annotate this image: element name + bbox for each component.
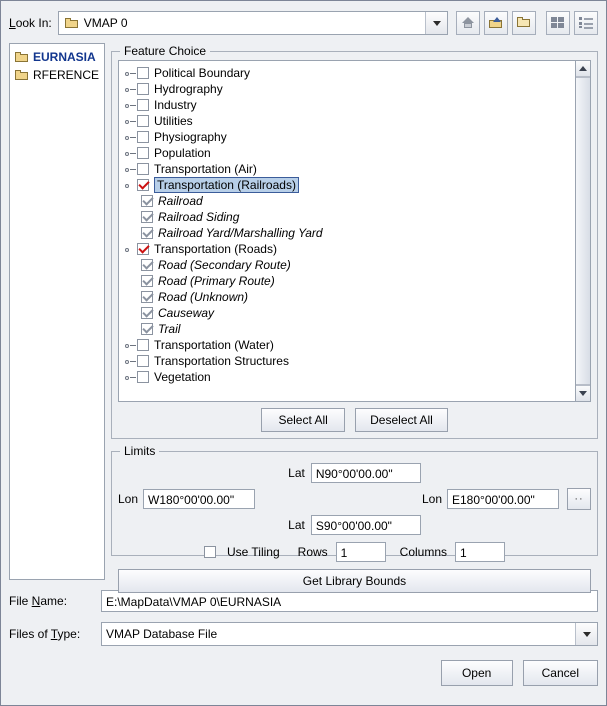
- east-lon-input[interactable]: E180°00'00.00": [447, 489, 559, 509]
- files-of-type-row: [9, 622, 598, 646]
- feature-tree[interactable]: [118, 60, 576, 402]
- files-of-type-label: Files of Type:: [9, 627, 81, 641]
- dialog-body: [9, 43, 598, 588]
- tree-node[interactable]: [119, 97, 575, 113]
- deselect-all-button[interactable]: Deselect All: [355, 408, 448, 432]
- limits-legend: Limits: [120, 444, 159, 458]
- tree-node-label: Causeway: [158, 306, 215, 320]
- new-folder-icon: [517, 17, 531, 29]
- tree-node[interactable]: [119, 257, 575, 273]
- collapse-handle-icon[interactable]: [123, 181, 137, 190]
- tree-node-label: Political Boundary: [154, 66, 251, 80]
- checkbox-checked[interactable]: [141, 227, 153, 239]
- tree-node-label: Transportation (Railroads): [154, 177, 299, 193]
- checkbox-checked[interactable]: [137, 243, 149, 255]
- expand-handle-icon[interactable]: [123, 357, 137, 366]
- rows-input[interactable]: 1: [336, 542, 386, 562]
- use-tiling-label: Use Tiling: [226, 545, 280, 559]
- select-all-button[interactable]: Select All: [261, 408, 345, 432]
- list-item[interactable]: [12, 48, 102, 66]
- tree-node[interactable]: [119, 353, 575, 369]
- tree-node-label: Population: [154, 146, 211, 160]
- folder-icon: [15, 52, 29, 63]
- tree-node-label: Railroad: [158, 194, 203, 208]
- expand-handle-icon[interactable]: [123, 373, 137, 382]
- checkbox-checked[interactable]: [141, 195, 153, 207]
- look-in-combo[interactable]: [58, 11, 448, 35]
- tree-node[interactable]: [119, 273, 575, 289]
- folder-icon: [65, 18, 79, 29]
- toolbar: [456, 11, 598, 35]
- expand-handle-icon[interactable]: [123, 341, 137, 350]
- lon-row: [118, 487, 591, 511]
- get-library-bounds-button[interactable]: Get Library Bounds: [118, 569, 591, 593]
- file-name-row: [9, 590, 598, 612]
- cancel-button[interactable]: Cancel: [523, 660, 598, 686]
- tree-node[interactable]: [119, 129, 575, 145]
- tree-node[interactable]: [119, 193, 575, 209]
- checkbox-checked[interactable]: [141, 211, 153, 223]
- list-view-icon: [579, 17, 593, 29]
- scrollbar-thumb[interactable]: [576, 77, 590, 385]
- scroll-down-icon[interactable]: [576, 385, 590, 401]
- files-of-type-value: VMAP Database File: [106, 627, 218, 641]
- open-button[interactable]: Open: [441, 660, 513, 686]
- tree-node-label: Transportation (Air): [154, 162, 257, 176]
- tree-node[interactable]: [119, 321, 575, 337]
- use-tiling-checkbox[interactable]: [204, 546, 216, 558]
- checkbox-checked[interactable]: [141, 275, 153, 287]
- tree-vertical-scrollbar[interactable]: [576, 60, 591, 402]
- list-item-label: EURNASIA: [33, 50, 96, 64]
- south-lat-label: Lat: [288, 518, 305, 532]
- tree-node-label: Physiography: [154, 130, 227, 144]
- tree-node-label: Railroad Siding: [158, 210, 240, 224]
- feature-choice-legend: Feature Choice: [120, 44, 210, 58]
- list-item-label: RFERENCE: [32, 68, 99, 82]
- tree-node-label: Hydrography: [154, 82, 223, 96]
- collapse-handle-icon[interactable]: [123, 245, 137, 254]
- expand-handle-icon[interactable]: [123, 133, 137, 142]
- files-of-type-combo[interactable]: [101, 622, 598, 646]
- look-in-row: [9, 9, 598, 37]
- tree-node-label: Vegetation: [154, 370, 211, 384]
- columns-input[interactable]: 1: [455, 542, 505, 562]
- file-name-input[interactable]: E:\MapData\VMAP 0\EURNASIA: [101, 590, 598, 612]
- tree-node-label: Transportation Structures: [154, 354, 289, 368]
- checkbox[interactable]: [137, 355, 149, 367]
- checkbox[interactable]: [137, 67, 149, 79]
- tiling-row: [118, 542, 591, 562]
- tree-node-label: Road (Secondary Route): [158, 258, 291, 272]
- tree-node-label: Transportation (Water): [154, 338, 274, 352]
- selection-buttons: [118, 408, 591, 432]
- grid-view-button[interactable]: [546, 11, 570, 35]
- east-lon-label: Lon: [421, 492, 442, 506]
- limits-group: [111, 444, 598, 588]
- home-icon: [461, 17, 475, 29]
- action-buttons: [9, 660, 598, 686]
- checkbox[interactable]: [137, 99, 149, 111]
- checkbox-checked[interactable]: [141, 259, 153, 271]
- checkbox-checked[interactable]: [141, 307, 153, 319]
- tree-node-label: Transportation (Roads): [154, 242, 277, 256]
- columns-label: Columns: [399, 545, 448, 559]
- south-lat-row: [118, 514, 591, 536]
- tree-node[interactable]: [119, 369, 575, 385]
- checkbox-checked[interactable]: [141, 323, 153, 335]
- north-lat-label: Lat: [288, 466, 305, 480]
- up-one-level-button[interactable]: [484, 11, 508, 35]
- checkbox-checked[interactable]: [141, 291, 153, 303]
- checkbox[interactable]: [137, 131, 149, 143]
- grid-view-icon: [551, 17, 565, 29]
- tree-node-selected[interactable]: [119, 177, 575, 193]
- folder-icon: [15, 70, 29, 81]
- feature-tree-wrap: [118, 60, 591, 402]
- west-lon-input[interactable]: W180°00'00.00": [143, 489, 255, 509]
- south-lat-input[interactable]: S90°00'00.00": [311, 515, 421, 535]
- tree-node-label: Railroad Yard/Marshalling Yard: [158, 226, 323, 240]
- new-folder-button[interactable]: [512, 11, 536, 35]
- places-list: [9, 43, 105, 580]
- tree-node[interactable]: [119, 81, 575, 97]
- tree-node-label: Trail: [158, 322, 181, 336]
- checkbox-checked[interactable]: [137, 179, 149, 191]
- tree-node-label: Road (Unknown): [158, 290, 249, 304]
- expand-handle-icon[interactable]: [123, 69, 137, 78]
- list-view-button[interactable]: [574, 11, 598, 35]
- tree-node-label: Road (Primary Route): [158, 274, 275, 288]
- tree-node[interactable]: [119, 113, 575, 129]
- tree-node[interactable]: [119, 241, 575, 257]
- checkbox[interactable]: [137, 115, 149, 127]
- checkbox[interactable]: [137, 147, 149, 159]
- scroll-up-icon[interactable]: [576, 61, 590, 77]
- look-in-label: Look In:: [9, 16, 52, 30]
- tree-node-label: Industry: [154, 98, 197, 112]
- tree-node[interactable]: [119, 225, 575, 241]
- expand-handle-icon[interactable]: [123, 149, 137, 158]
- expand-handle-icon[interactable]: [123, 117, 137, 126]
- north-lat-row: [118, 462, 591, 484]
- map-picker-button[interactable]: ··: [567, 488, 591, 510]
- west-lon-label: Lon: [118, 492, 139, 506]
- tree-node[interactable]: [119, 305, 575, 321]
- checkbox[interactable]: [137, 163, 149, 175]
- chevron-down-icon[interactable]: [575, 623, 597, 645]
- tree-node-label: Utilities: [154, 114, 193, 128]
- tree-node[interactable]: [119, 289, 575, 305]
- right-column: [111, 43, 598, 588]
- file-name-label: File Name:: [9, 594, 68, 608]
- tree-node[interactable]: [119, 65, 575, 81]
- feature-choice-group: [111, 44, 598, 439]
- tree-node[interactable]: [119, 337, 575, 353]
- expand-handle-icon[interactable]: [123, 165, 137, 174]
- expand-handle-icon[interactable]: [123, 101, 137, 110]
- rows-label: Rows: [297, 545, 328, 559]
- checkbox[interactable]: [137, 83, 149, 95]
- up-folder-icon: [489, 17, 503, 29]
- tree-node[interactable]: [119, 161, 575, 177]
- chevron-down-icon[interactable]: [425, 12, 447, 34]
- north-lat-input[interactable]: N90°00'00.00": [311, 463, 421, 483]
- checkbox[interactable]: [137, 371, 149, 383]
- checkbox[interactable]: [137, 339, 149, 351]
- look-in-value: VMAP 0: [83, 16, 128, 30]
- home-button[interactable]: [456, 11, 480, 35]
- tree-node[interactable]: [119, 145, 575, 161]
- expand-handle-icon[interactable]: [123, 85, 137, 94]
- tree-node[interactable]: [119, 209, 575, 225]
- list-item[interactable]: [12, 66, 102, 84]
